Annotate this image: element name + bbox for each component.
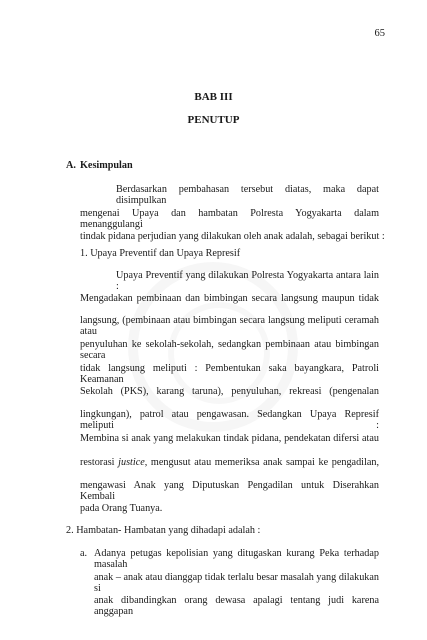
text-run: , mengusut atau memeriksa anak sampai ke pengadilan, [144, 457, 379, 468]
chapter-heading: BAB III [194, 91, 233, 103]
point-1-title: 1. Upaya Preventif dan Upaya Represif [80, 248, 241, 259]
list-label: a. [80, 548, 88, 559]
page-number: 65 [374, 28, 385, 39]
paragraph-line: langsung, (pembinaan atau bimbingan secara langsung meliputi ceramah atau [80, 315, 379, 337]
paragraph-line [80, 457, 379, 468]
paragraph-line: mengenai Upaya dan hambatan Polresta Yogyakarta dalam menanggulangi [80, 208, 379, 230]
paragraph-line: Upaya Preventif yang dilakukan Polresta Yogyakarta antara lain : [116, 270, 379, 292]
paragraph-line: Berdasarkan pembahasan tersebut diatas, maka dapat disimpulkan [116, 184, 379, 206]
paragraph-line: tidak langsung meliputi : Pembentukan saka bayangkara, Patroli Keamanan [80, 363, 379, 385]
paragraph-line: anak – anak atau dianggap tidak terlalu besar masalah yang dilakukan si [94, 572, 379, 594]
section-title: Kesimpulan [80, 160, 133, 171]
paragraph-line: lingkungan), patrol atau pengawasan. Sedangkan Upaya Represif meliputi : [80, 409, 379, 431]
paragraph-line: Sekolah (PKS), karang taruna), penyuluhan, rekreasi (pengenalan [80, 386, 379, 397]
point-2-title: 2. Hambatan- Hambatan yang dihadapi adalah : [66, 525, 261, 536]
paragraph-line: mengawasi Anak yang Diputuskan Pengadilan untuk Diserahkan Kembali [80, 480, 379, 502]
paragraph-line: tindak pidana perjudian yang dilakukan oleh anak adalah, sebagai berikut : [80, 231, 385, 242]
italic-term: justice [118, 457, 145, 468]
paragraph-line: anak dibandingkan orang dewasa apalagi tentang judi karena anggapan [94, 595, 379, 617]
text-run: restorasi [80, 457, 119, 468]
paragraph-line: pada Orang Tuanya. [80, 503, 163, 514]
paragraph-line: Membina si anak yang melakukan tindak pidana, pendekatan difersi atau [80, 433, 379, 444]
paragraph-line: penyuluhan ke sekolah-sekolah, sedangkan pembinaan atau bimbingan secara [80, 339, 379, 361]
chapter-title: PENUTUP [187, 114, 240, 126]
section-label: A. [66, 160, 76, 171]
paragraph-line: Mengadakan pembinaan dan bimbingan secara langsung maupun tidak [80, 293, 379, 304]
paragraph-line: Adanya petugas kepolisian yang ditugaskan kurang Peka terhadap masalah [94, 548, 379, 570]
